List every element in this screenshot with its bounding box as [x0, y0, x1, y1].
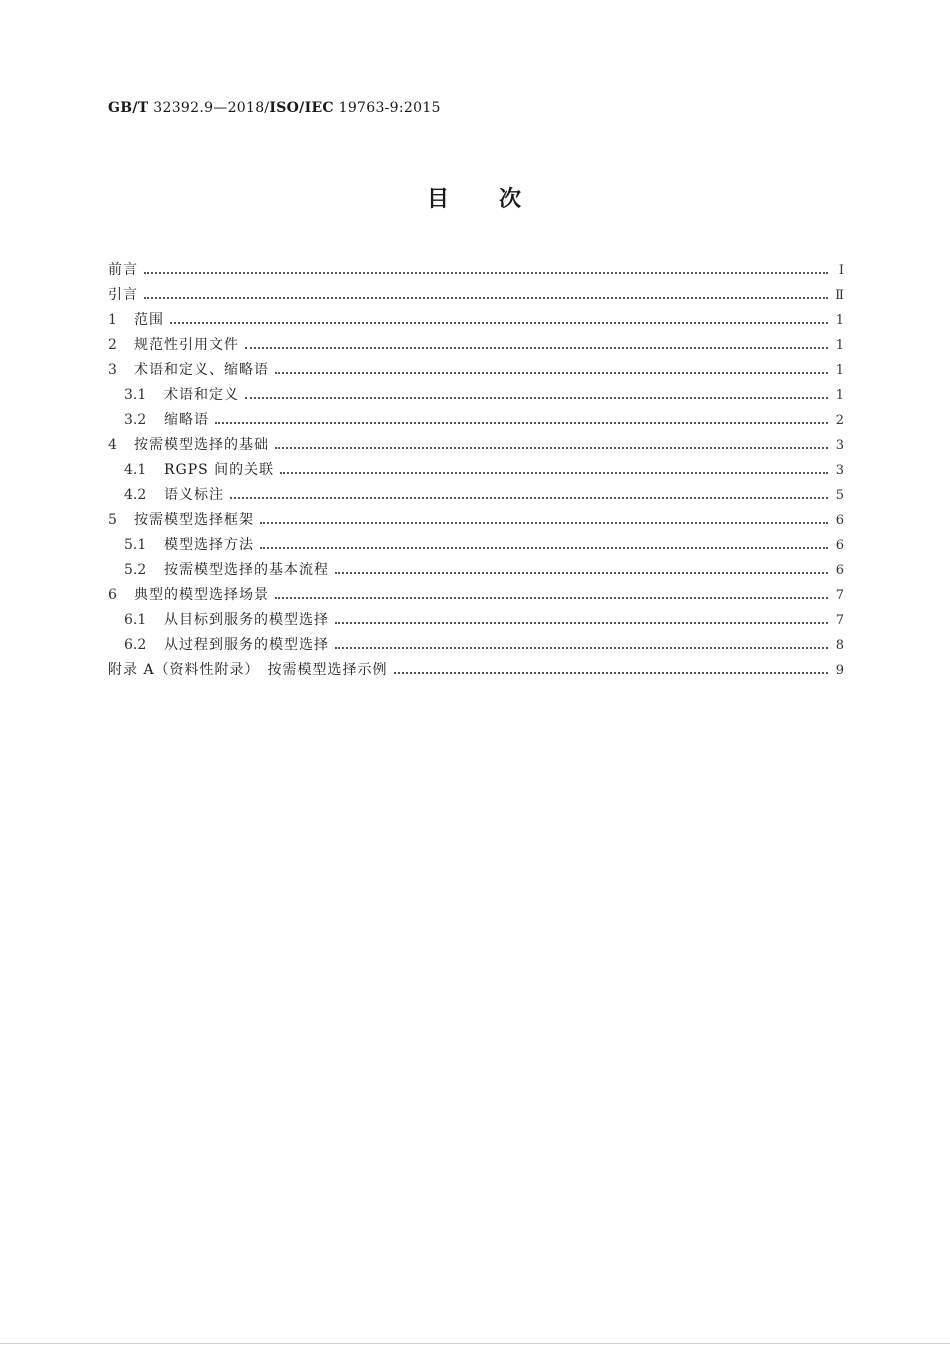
toc-entry-page-number: 5	[835, 488, 844, 503]
toc-entry[interactable]	[108, 359, 844, 384]
toc-dot-leader	[170, 322, 828, 324]
toc-dot-leader	[275, 372, 828, 374]
toc-entry-label: 附录 A（资料性附录） 按需模型选择示例	[108, 662, 388, 678]
toc-dot-leader	[260, 522, 828, 524]
page-title: 目 次	[426, 186, 523, 212]
toc-entry[interactable]	[108, 309, 844, 334]
toc-entry-number: 4.1	[124, 462, 147, 478]
toc-dot-leader	[335, 572, 828, 574]
toc-entry[interactable]	[108, 334, 844, 359]
iso-prefix: ISO/IEC	[269, 100, 334, 116]
toc-dot-leader	[335, 647, 828, 649]
toc-entry-page-number: 8	[835, 638, 844, 653]
toc-entry[interactable]	[108, 509, 844, 534]
toc-entry-label: 术语和定义	[164, 387, 239, 403]
toc-entry-page-number: 1	[835, 338, 844, 353]
toc-entry[interactable]	[108, 584, 844, 609]
toc-entry-label: 术语和定义、缩略语	[134, 362, 269, 378]
toc-entry-label: RGPS 间的关联	[164, 462, 275, 478]
toc-entry-label: 范围	[134, 312, 164, 328]
toc-entry-label: 规范性引用文件	[134, 337, 239, 353]
toc-entry-number: 4.2	[124, 487, 147, 503]
toc-entry-number: 3.2	[124, 412, 147, 428]
toc-entry-number: 3	[108, 362, 117, 378]
toc-dot-leader	[394, 672, 828, 674]
toc-entry[interactable]	[108, 659, 844, 684]
table-of-contents	[108, 259, 844, 684]
toc-entry-page-number: Ⅱ	[835, 288, 844, 303]
toc-entry-label: 典型的模型选择场景	[134, 587, 269, 603]
toc-dot-leader	[215, 422, 828, 424]
toc-entry-page-number: 6	[835, 563, 844, 578]
toc-entry-number: 6.2	[124, 637, 147, 653]
toc-dot-leader	[144, 272, 828, 274]
toc-entry-label: 从过程到服务的模型选择	[164, 637, 329, 653]
toc-entry-number: 4	[108, 437, 117, 453]
toc-entry-page-number: 2	[835, 413, 844, 428]
toc-entry-page-number: 1	[835, 363, 844, 378]
gb-prefix: GB/T	[108, 100, 149, 116]
toc-dot-leader	[335, 622, 828, 624]
toc-dot-leader	[144, 297, 828, 299]
toc-entry-number: 3.1	[124, 387, 147, 403]
toc-entry-page-number: 7	[835, 588, 844, 603]
toc-entry-label: 缩略语	[164, 412, 209, 428]
toc-entry-number: 2	[108, 337, 117, 353]
gb-number: 32392.9—2018/	[148, 100, 270, 116]
toc-entry-number: 1	[108, 312, 117, 328]
toc-dot-leader	[260, 547, 828, 549]
toc-dot-leader	[280, 472, 828, 474]
toc-entry-label: 引言	[108, 287, 138, 303]
toc-entry[interactable]	[108, 484, 844, 509]
toc-entry[interactable]	[108, 459, 844, 484]
toc-dot-leader	[245, 397, 828, 399]
toc-entry-number: 5.2	[124, 562, 147, 578]
toc-entry-label: 按需模型选择的基础	[134, 437, 269, 453]
toc-dot-leader	[275, 597, 828, 599]
toc-entry-page-number: 3	[835, 463, 844, 478]
toc-entry-number: 6	[108, 587, 117, 603]
toc-entry-number: 5	[108, 512, 117, 528]
toc-entry[interactable]	[108, 409, 844, 434]
toc-entry-label: 前言	[108, 262, 138, 278]
toc-dot-leader	[245, 347, 828, 349]
toc-entry[interactable]	[108, 559, 844, 584]
toc-entry-label: 模型选择方法	[164, 537, 254, 553]
toc-entry-label: 从目标到服务的模型选择	[164, 612, 329, 628]
toc-entry-label: 语义标注	[164, 487, 224, 503]
toc-entry-page-number: 9	[835, 663, 844, 678]
toc-entry[interactable]	[108, 634, 844, 659]
toc-entry-label: 按需模型选择的基本流程	[164, 562, 329, 578]
toc-entry[interactable]	[108, 434, 844, 459]
toc-entry-number: 6.1	[124, 612, 147, 628]
page-bottom-divider	[0, 1343, 950, 1344]
toc-entry-page-number: 6	[835, 538, 844, 553]
toc-dot-leader	[275, 447, 828, 449]
toc-entry-label: 按需模型选择框架	[134, 512, 254, 528]
toc-entry-number: 5.1	[124, 537, 147, 553]
toc-entry-page-number: 1	[835, 388, 844, 403]
toc-entry[interactable]	[108, 609, 844, 634]
toc-entry-page-number: 7	[835, 613, 844, 628]
toc-entry-page-number: 6	[835, 513, 844, 528]
toc-entry[interactable]	[108, 284, 844, 309]
toc-entry-page-number: 1	[835, 313, 844, 328]
toc-entry-page-number: Ⅰ	[838, 263, 844, 278]
toc-dot-leader	[230, 497, 828, 499]
toc-entry[interactable]	[108, 259, 844, 284]
toc-entry[interactable]	[108, 384, 844, 409]
toc-entry-page-number: 3	[835, 438, 844, 453]
document-header	[108, 100, 441, 116]
toc-entry[interactable]	[108, 534, 844, 559]
iso-number: 19763-9:2015	[333, 100, 441, 116]
